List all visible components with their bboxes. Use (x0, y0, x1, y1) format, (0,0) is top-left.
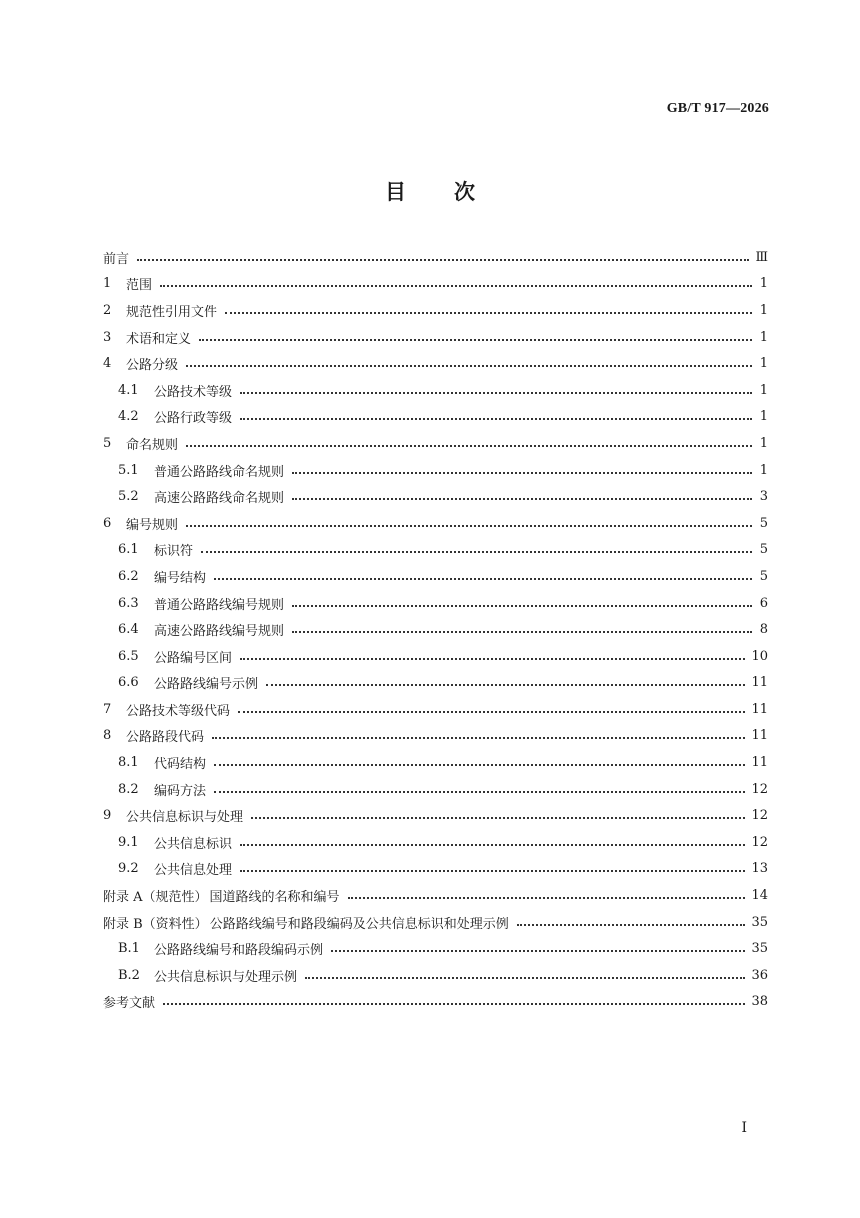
toc-entry-page: 3 (759, 489, 768, 505)
toc-entry-number: 6.5 (118, 648, 139, 664)
toc-entry-page: 1 (759, 302, 768, 318)
toc-entry[interactable] (0, 670, 860, 697)
toc-entry[interactable] (0, 882, 860, 909)
toc-entry-number: 6.3 (118, 595, 139, 611)
dot-leader (199, 338, 752, 341)
toc-entry-label: 公路行政等级 (154, 411, 233, 427)
dot-leader (292, 630, 752, 633)
toc-entry[interactable] (0, 271, 860, 298)
toc-entry-label: 编号规则 (126, 517, 179, 533)
toc-entry[interactable] (0, 457, 860, 484)
toc-entry-number: B.1 (118, 941, 140, 957)
toc-entry-number: 附录 B（资料性） (103, 916, 208, 932)
toc-entry-page: 12 (751, 834, 768, 850)
toc-entry-number: 4.1 (118, 382, 139, 398)
dot-leader (292, 604, 752, 607)
toc-entry-number: 9.2 (118, 861, 139, 877)
toc-entry-number: 6.1 (118, 542, 139, 558)
toc-entry[interactable] (0, 776, 860, 803)
toc-entry[interactable] (0, 962, 860, 989)
toc-entry-label: 普通公路路线命名规则 (154, 464, 285, 480)
toc-entry-number: 3 (103, 329, 112, 345)
toc-entry-number: 7 (103, 701, 112, 717)
toc-entry-label: 范围 (126, 278, 153, 294)
dot-leader (214, 577, 752, 580)
toc-entry[interactable] (0, 935, 860, 962)
toc-entry-label: 公路技术等级 (154, 384, 233, 400)
dot-leader (160, 284, 752, 287)
toc-entry-number: 6.2 (118, 568, 139, 584)
dot-leader (214, 763, 745, 766)
toc-entry-page: 5 (759, 568, 768, 584)
toc-entry-label: 公路路线编号示例 (154, 677, 259, 693)
toc-entry-number: 8 (103, 728, 112, 744)
toc-entry-number: B.2 (118, 967, 140, 983)
toc-entry-page: 1 (759, 329, 768, 345)
toc-entry-number: 1 (103, 276, 112, 292)
dot-leader (225, 311, 752, 314)
toc-entry[interactable] (0, 510, 860, 537)
toc-entry[interactable] (0, 909, 860, 936)
toc-entry-number: 8.1 (118, 755, 139, 771)
toc-entry[interactable] (0, 989, 860, 1016)
toc-entry[interactable] (0, 696, 860, 723)
dot-leader (292, 497, 752, 500)
dot-leader (163, 1002, 745, 1005)
dot-leader (214, 790, 745, 793)
toc-entry-number: 5.2 (118, 489, 139, 505)
toc-entry-page: 1 (759, 435, 768, 451)
toc-entry-label: 命名规则 (126, 437, 179, 453)
toc-entry-label: 公共信息标识 (154, 836, 233, 852)
dot-leader (348, 896, 746, 899)
toc-entry-label: 国道路线的名称和编号 (209, 890, 340, 906)
toc-entry[interactable] (0, 244, 860, 271)
toc-entry-number: 6.4 (118, 622, 139, 638)
dot-leader (292, 471, 752, 474)
toc-entry[interactable] (0, 590, 860, 617)
dot-leader (240, 869, 745, 872)
toc-entry-label: 公共信息处理 (154, 863, 233, 879)
toc-entry[interactable] (0, 829, 860, 856)
toc-entry-number: 4 (103, 356, 112, 372)
toc-entry-page: 1 (759, 356, 768, 372)
toc-entry-page: 10 (751, 648, 768, 664)
toc-entry-page: 5 (759, 542, 768, 558)
toc-entry-number: 9.1 (118, 834, 139, 850)
dot-leader (240, 417, 752, 420)
dot-leader (240, 657, 745, 660)
toc-entry-label: 规范性引用文件 (126, 304, 218, 320)
toc-entry-page: Ⅲ (755, 249, 768, 265)
dot-leader (251, 816, 745, 819)
toc-entry[interactable] (0, 643, 860, 670)
toc-entry-label: 公共信息标识与处理 (126, 810, 244, 826)
toc-entry-label: 高速公路路线编号规则 (154, 624, 285, 640)
toc-entry-label: 标识符 (154, 544, 194, 560)
toc-entry[interactable] (0, 723, 860, 750)
page-title: 目次 (385, 179, 523, 204)
toc-entry-page: 35 (751, 941, 768, 957)
dot-leader (201, 550, 752, 553)
toc-entry-label: 公路技术等级代码 (126, 703, 231, 719)
dot-leader (331, 949, 745, 952)
toc-entry-label: 公路编号区间 (154, 650, 233, 666)
toc-entry-page: 12 (751, 808, 768, 824)
toc-entry-label: 公路路段代码 (126, 730, 205, 746)
toc-entry-page: 14 (751, 888, 768, 904)
dot-leader (238, 710, 745, 713)
toc-entry-label: 普通公路路线编号规则 (154, 597, 285, 613)
toc-entry-page: 13 (751, 861, 768, 877)
toc-entry[interactable] (0, 297, 860, 324)
toc-entry-label: 公路路线编号和路段编码及公共信息标识和处理示例 (209, 916, 509, 932)
dot-leader (186, 364, 752, 367)
toc-entry-page: 5 (759, 515, 768, 531)
toc-entry-label: 高速公路路线命名规则 (154, 491, 285, 507)
toc-entry-page: 11 (751, 755, 768, 771)
toc-entry[interactable] (0, 856, 860, 883)
toc-entry-page: 35 (751, 914, 768, 930)
toc-entry-page: 1 (759, 409, 768, 425)
toc-entry[interactable] (0, 616, 860, 643)
toc-entry-label: 术语和定义 (126, 331, 192, 347)
toc-entry-label: 公路路线编号和路段编码示例 (154, 943, 324, 959)
toc-entry[interactable] (0, 430, 860, 457)
standard-code: GB/T 917—2026 (666, 101, 769, 116)
toc-entry-label: 代码结构 (154, 757, 207, 773)
toc-entry-number: 8.2 (118, 781, 139, 797)
toc-entry[interactable] (0, 483, 860, 510)
dot-leader (212, 736, 745, 739)
toc-entry-page: 8 (759, 622, 768, 638)
toc-entry-label: 前言 (103, 251, 130, 267)
toc-entry-number: 5.1 (118, 462, 139, 478)
toc-entry-page: 38 (751, 994, 768, 1010)
toc-entry-page: 11 (751, 675, 768, 691)
dot-leader (266, 683, 745, 686)
dot-leader (240, 843, 745, 846)
toc-entry-label: 公共信息标识与处理示例 (154, 969, 298, 985)
toc-entry[interactable] (0, 749, 860, 776)
toc-entry-page: 6 (759, 595, 768, 611)
dot-leader (137, 258, 749, 261)
dot-leader (186, 524, 752, 527)
dot-leader (305, 976, 745, 979)
toc-entry[interactable] (0, 350, 860, 377)
toc-entry-number: 5 (103, 435, 112, 451)
page-number: Ⅰ (741, 1120, 747, 1136)
toc-entry-number: 4.2 (118, 409, 139, 425)
toc-entry-number: 6 (103, 515, 112, 531)
toc-entry-page: 11 (751, 701, 768, 717)
dot-leader (240, 391, 752, 394)
toc-entry[interactable] (0, 377, 860, 404)
toc-entry-page: 12 (751, 781, 768, 797)
toc-entry[interactable] (0, 404, 860, 431)
toc-entry[interactable] (0, 563, 860, 590)
toc-entry-page: 1 (759, 382, 768, 398)
toc-entry[interactable] (0, 324, 860, 351)
toc-entry[interactable] (0, 537, 860, 564)
toc-entry-number: 附录 A（规范性） (103, 890, 208, 906)
dot-leader (186, 444, 752, 447)
toc-entry-label: 参考文献 (103, 996, 156, 1012)
toc-entry-page: 11 (751, 728, 768, 744)
toc-entry-page: 1 (759, 462, 768, 478)
toc-entry-label: 编码方法 (154, 783, 207, 799)
toc-entry-number: 2 (103, 302, 112, 318)
dot-leader (517, 923, 746, 926)
table-of-contents (0, 244, 860, 1015)
toc-entry-label: 公路分级 (126, 358, 179, 374)
toc-entry[interactable] (0, 802, 860, 829)
toc-entry-page: 36 (751, 967, 768, 983)
toc-entry-label: 编号结构 (154, 570, 207, 586)
toc-entry-number: 6.6 (118, 675, 139, 691)
toc-entry-number: 9 (103, 808, 112, 824)
toc-entry-page: 1 (759, 276, 768, 292)
